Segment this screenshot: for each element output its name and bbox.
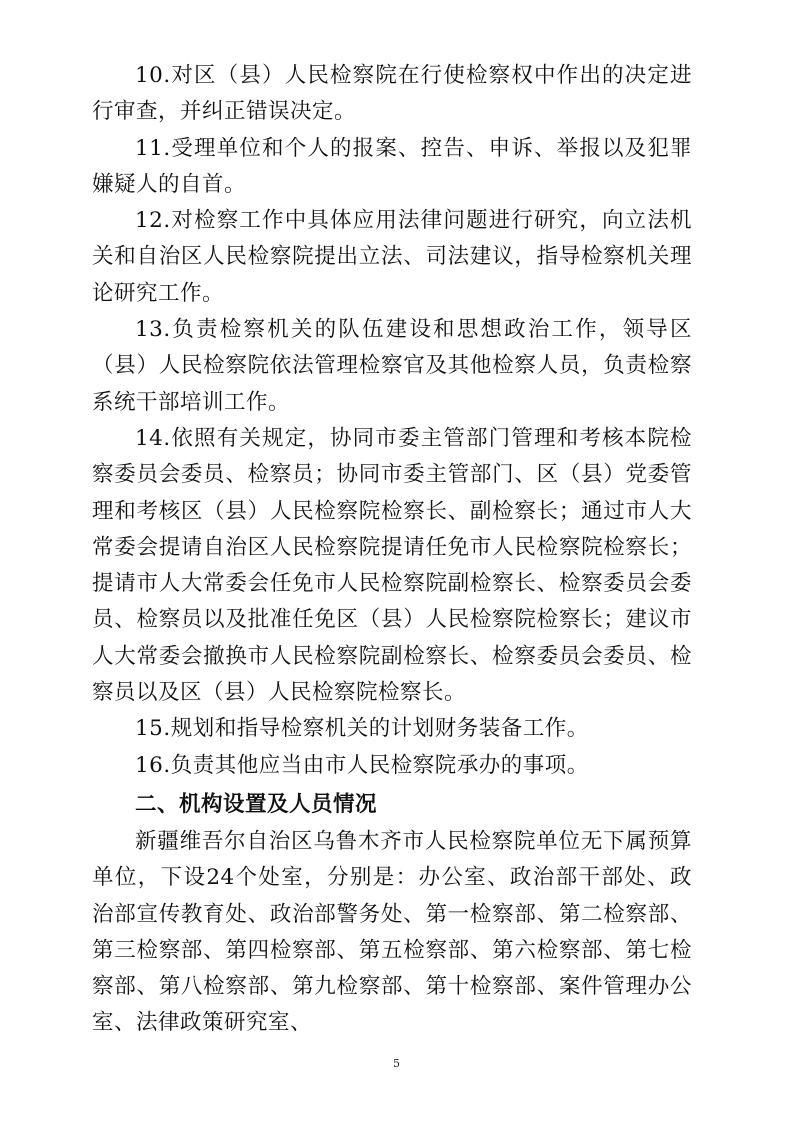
list-item xyxy=(92,312,692,421)
item-text: 对检察工作中具体应用法律问题进行研究，向立法机关和自治区人民检察院提出立法、司法建议，指导检察机关理论研究工作。 xyxy=(92,208,692,306)
section-paragraph: 新疆维吾尔自治区乌鲁木齐市人民检察院单位无下属预算单位，下设24个处室，分别是：办公室、政治部干部处、政治部宣传教育处、政治部警务处、第一检察部、第二检察部、第三检察部、第四检察部、第五检察部、第六检察部、第七检察部、第八检察部、第九检察部、第十检察部、案件管理办公室、法律政策研究室、 xyxy=(92,828,692,1036)
list-item xyxy=(92,131,692,204)
section-heading: 二、机构设置及人员情况 xyxy=(135,791,378,817)
item-text: 负责检察机关的队伍建设和思想政治工作，领导区（县）人民检察院依法管理检察官及其他检察人员，负责检察系统干部培训工作。 xyxy=(92,317,692,415)
item-number: 14. xyxy=(135,425,171,451)
list-item xyxy=(92,58,692,131)
item-number: 16. xyxy=(135,752,171,778)
document-body xyxy=(92,58,692,1042)
list-item xyxy=(92,748,692,784)
list-item xyxy=(92,421,692,711)
item-text: 负责其他应当由市人民检察院承办的事项。 xyxy=(170,752,589,778)
item-number: 10. xyxy=(135,63,171,88)
list-item xyxy=(92,711,692,747)
item-text: 对区（县）人民检察院在行使检察权中作出的决定进行审查，并纠正错误决定。 xyxy=(92,63,692,125)
item-text: 依照有关规定，协同市委主管部门管理和考核本院检察委员会委员、检察员；协同市委主管部门、区（县）党委管理和考核区（县）人民检察院检察长、副检察长；通过市人大常委会提请自治区人民检察院提请任免市人民检察院检察长；提请市人大常委会任免市人民检察院副检察长、检察委员会委员、检察员以及批准任免区（县）人民检察院检察长；建议市人大常委会撤换市人民检察院副检察长、检察委员会委员、检察员以及区（县）人民检察院检察长。 xyxy=(92,425,692,706)
item-number: 11. xyxy=(135,135,171,161)
item-text: 规划和指导检察机关的计划财务装备工作。 xyxy=(170,716,589,742)
item-number: 12. xyxy=(135,208,171,234)
page-number: 5 xyxy=(393,1057,400,1070)
item-number: 15. xyxy=(135,716,171,742)
item-text: 受理单位和个人的报案、控告、申诉、举报以及犯罪嫌疑人的自首。 xyxy=(92,135,692,197)
list-item xyxy=(92,203,692,312)
item-number: 13. xyxy=(135,317,171,343)
